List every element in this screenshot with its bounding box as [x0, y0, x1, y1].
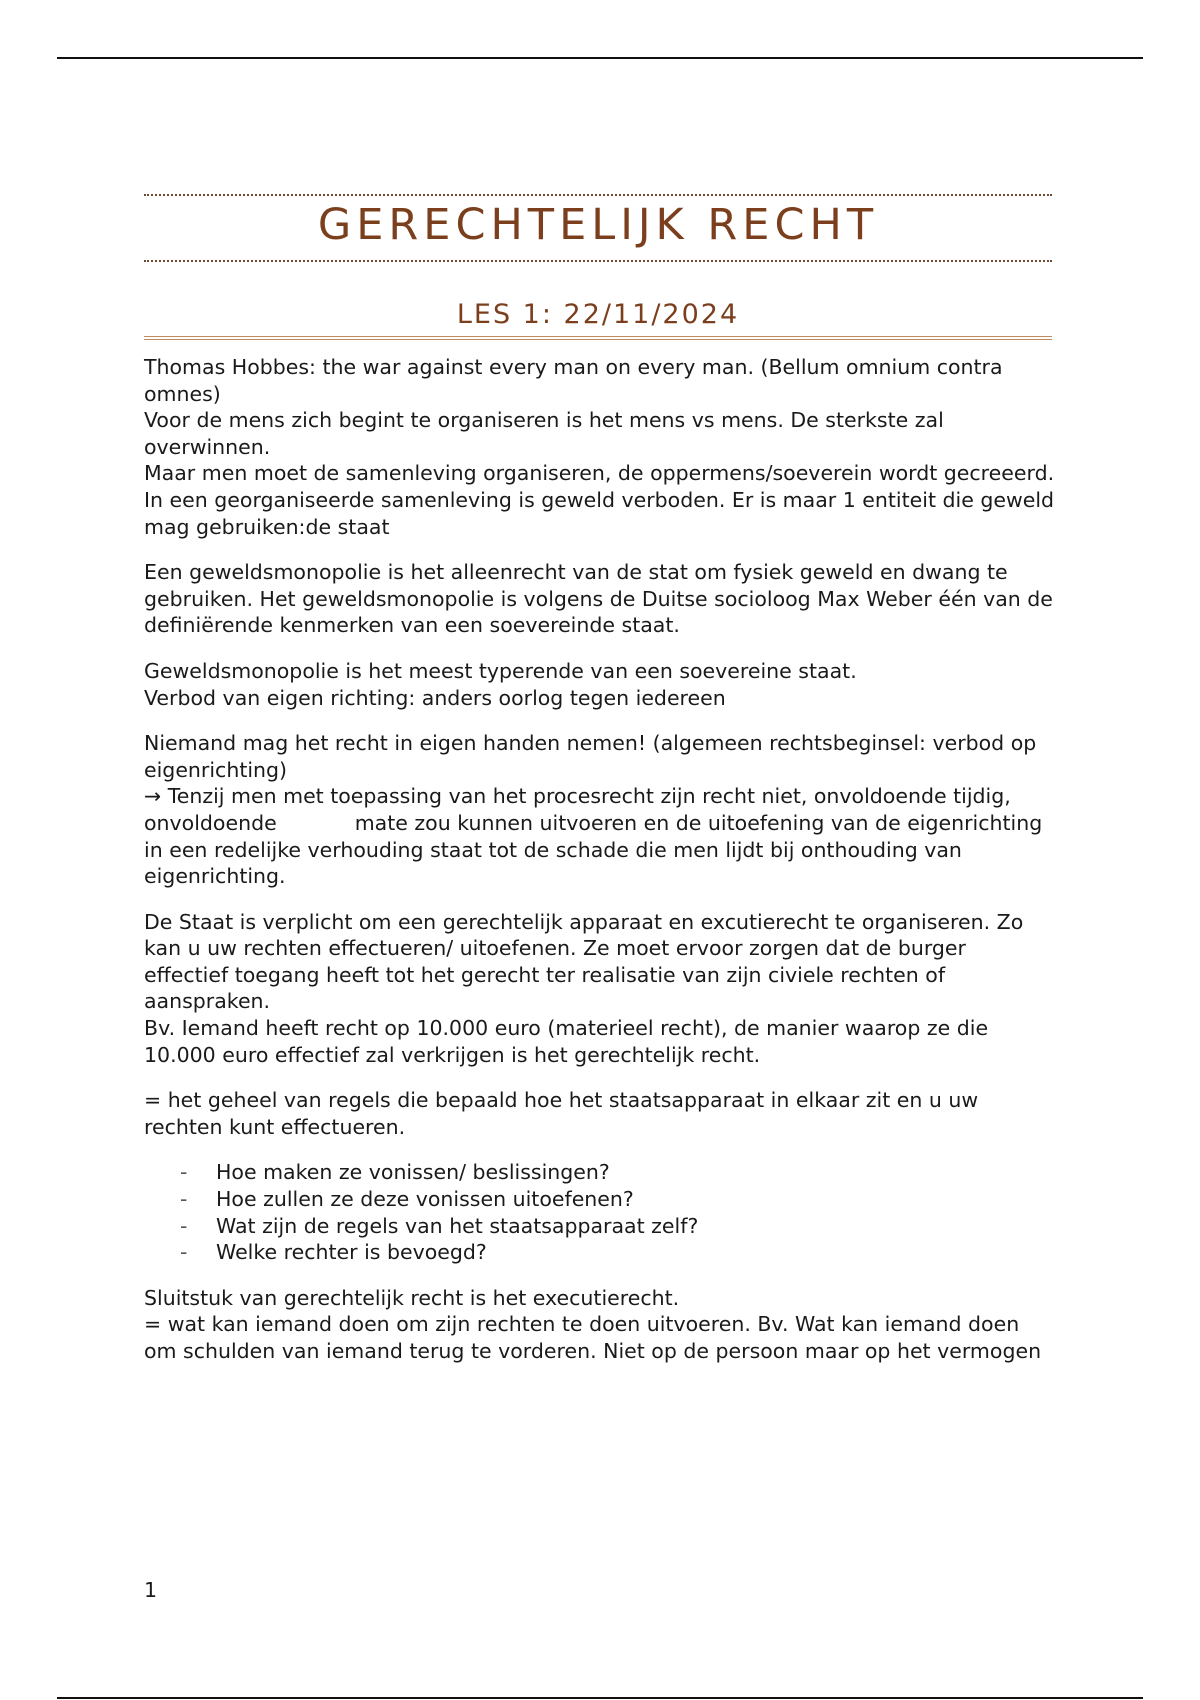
list-item	[180, 1186, 1056, 1213]
text-line: Thomas Hobbes: the war against every man on every man. (Bellum omnium contra omnes)	[144, 355, 1003, 406]
body-text	[144, 354, 1056, 1365]
text-line: = het geheel van regels die bepaald hoe het staatsapparaat in elkaar zit en u uw rechten kunt effectueren.	[144, 1088, 979, 1139]
text-line: De Staat is verplicht om een gerechtelijk apparaat en excutierecht te organiseren. Zo kan u uw rechten effectueren/ uitoefenen. Ze moet ervoor zorgen dat de burger effectief toegang heeft tot het gerecht ter realisatie van zijn civiele rechten of aanspraken.	[144, 909, 1024, 1014]
bullet-dash: -	[180, 1160, 188, 1185]
bullet-dash: -	[180, 1187, 188, 1212]
text-line: Verbod van eigen richting: anders oorlog tegen iedereen	[144, 685, 726, 710]
title-block	[144, 194, 1052, 262]
list-item	[180, 1213, 1056, 1240]
paragraph-eigen-richting	[144, 658, 1056, 711]
text-fragment: mate zou kunnen uitvoeren en de uitoefening van de eigenrichting in een redelijke verhouding staat tot de schade die men lijdt bij onthouding van eigenrichting.	[144, 810, 1043, 889]
list-item-text: Welke rechter is bevoegd?	[216, 1240, 487, 1265]
paragraph-staat	[144, 909, 1056, 1069]
text-line: = wat kan iemand doen om zijn rechten te doen uitvoeren. Bv. Wat kan iemand doen om schulden van iemand terug te vorderen. Niet op de persoon maar op het vermogen	[144, 1312, 1042, 1363]
bullet-dash: -	[180, 1213, 188, 1238]
text-line: Een geweldsmonopolie is het alleenrecht van de stat om fysiek geweld en dwang te gebruiken. Het geweldsmonopolie is volgens de Duitse socioloog Max Weber één van de definiërende kenmerken van een soevereinde staat.	[144, 560, 1053, 638]
list-item	[180, 1239, 1056, 1266]
text-line: In een georganiseerde samenleving is geweld verboden. Er is maar 1 entiteit die geweld mag gebruiken:de staat	[144, 487, 1055, 539]
text-line	[144, 783, 1056, 889]
bullet-dash: -	[180, 1240, 188, 1265]
question-list	[144, 1159, 1056, 1265]
list-item	[180, 1159, 1056, 1186]
text-fragment: → Tenzij men met toepassing van het procesrecht zijn recht niet, onvoldoende tijdig, onvoldoende	[144, 784, 1011, 835]
text-line: Voor de mens zich begint te organiseren is het mens vs mens. De sterkste zal overwinnen.	[144, 408, 944, 459]
list-item-text: Hoe zullen ze deze vonissen uitoefenen?	[216, 1187, 634, 1212]
paragraph-hobbes	[144, 354, 1056, 540]
paragraph-niemand	[144, 730, 1056, 890]
paragraph-executierecht	[144, 1285, 1056, 1365]
paragraph-geweldsmonopolie	[144, 559, 1056, 639]
text-line: Sluitstuk van gerechtelijk recht is het executierecht.	[144, 1285, 680, 1310]
page-top-rule	[57, 57, 1143, 59]
page-bottom-rule	[57, 1697, 1143, 1699]
text-line: Maar men moet de samenleving organiseren, de oppermens/soeverein wordt gecreeerd.	[144, 461, 1055, 486]
page-number: 1	[144, 1578, 158, 1602]
lesson-header: LES 1: 22/11/2024	[144, 298, 1052, 340]
paragraph-definitie	[144, 1087, 1056, 1140]
list-item-text: Hoe maken ze vonissen/ beslissingen?	[216, 1160, 610, 1185]
document-body	[144, 194, 1056, 1384]
list-item-text: Wat zijn de regels van het staatsapparaat zelf?	[216, 1213, 699, 1238]
document-title: GERECHTELIJK RECHT	[317, 200, 879, 250]
text-line: Bv. Iemand heeft recht op 10.000 euro (materieel recht), de manier waarop ze die 10.000 euro effectief zal verkrijgen is het gerechtelijk recht.	[144, 1016, 989, 1067]
text-line: Niemand mag het recht in eigen handen nemen! (algemeen rechtsbeginsel: verbod op eigenrichting)	[144, 731, 1037, 782]
text-line: Geweldsmonopolie is het meest typerende van een soevereine staat.	[144, 658, 857, 683]
